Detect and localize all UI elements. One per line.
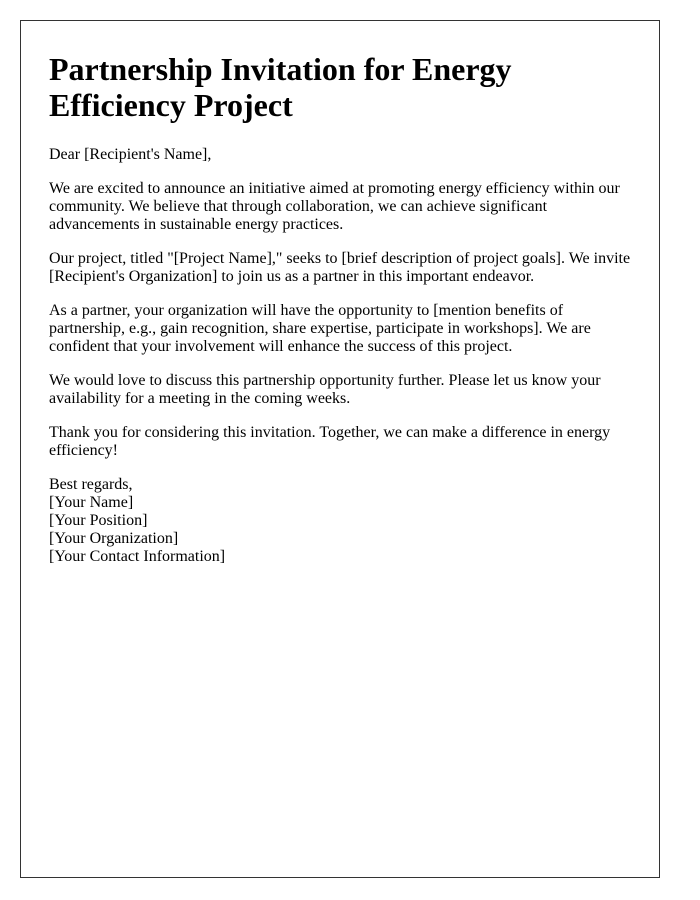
signature-block <box>49 476 631 566</box>
paragraph-project: Our project, titled "[Project Name]," seeks to [brief description of project goals]. We invite [Recipient's Organization] to join us as a partner in this important endeavor. <box>49 250 631 285</box>
salutation: Dear [Recipient's Name], <box>49 146 212 163</box>
letter-body <box>49 146 631 460</box>
paragraph-intro: We are excited to announce an initiative aimed at promoting energy efficiency within our community. We believe that through collaboration, we can achieve significant advancements in sustainable energy practices. <box>49 180 620 233</box>
paragraph-meeting: We would love to discuss this partnership opportunity further. Please let us know your availability for a meeting in the coming weeks. <box>49 372 601 407</box>
paragraph-thanks: Thank you for considering this invitation. Together, we can make a difference in energy efficiency! <box>49 424 611 459</box>
signature-contact: [Your Contact Information] <box>49 548 226 565</box>
signature-organization: [Your Organization] <box>49 530 179 547</box>
closing: Best regards, <box>49 476 133 493</box>
signature-name: [Your Name] <box>49 494 134 511</box>
letter-page <box>20 20 660 878</box>
paragraph-benefits: As a partner, your organization will have the opportunity to [mention benefits of partnership, e.g., gain recognition, share expertise, participate in workshops]. We are confident that your involvement will enhance the success of this project. <box>49 302 591 355</box>
signature-position: [Your Position] <box>49 512 148 529</box>
letter-title: Partnership Invitation for Energy Efficiency Project <box>49 51 512 123</box>
